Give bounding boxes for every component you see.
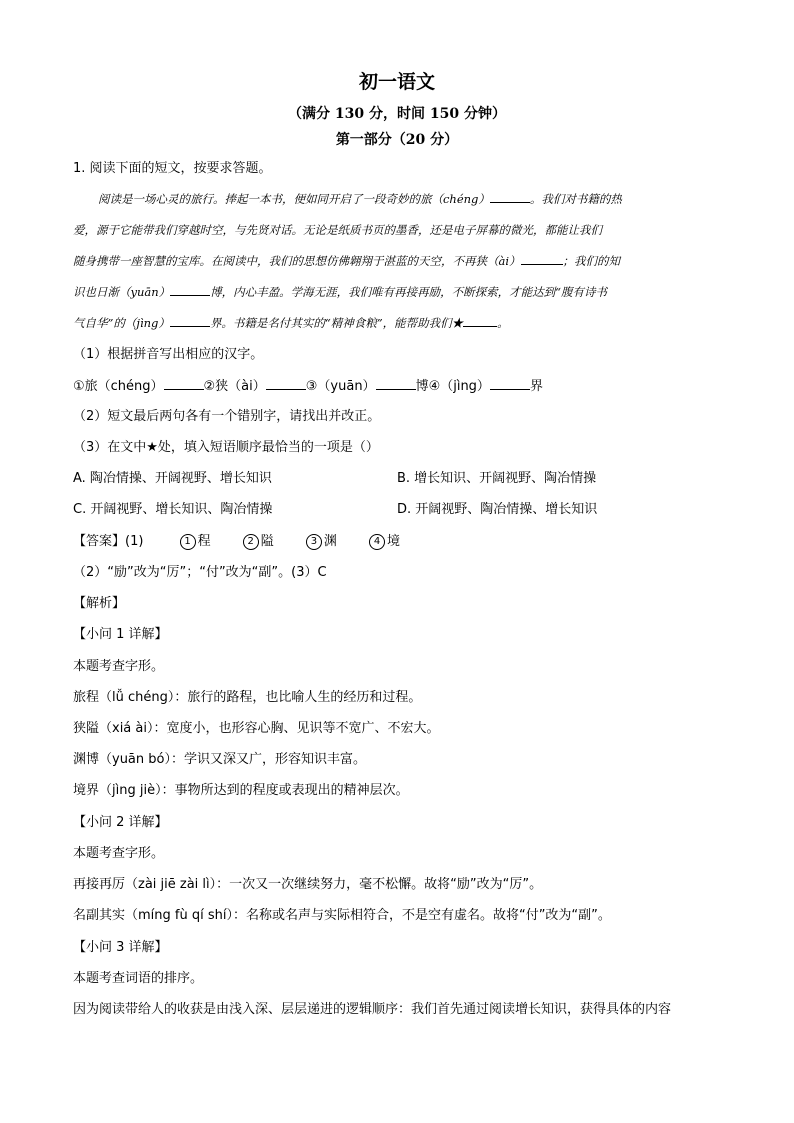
answer-blank: [376, 377, 416, 390]
analysis-label: 【解析】: [73, 596, 126, 611]
passage-line: 气自华”的（jìng） 界。书籍是名付其实的“精神食粮”，能帮助我们★ 。: [73, 316, 509, 330]
answer-blank: [463, 314, 497, 327]
option-a: A. 陶冶情操、开阔视野、增长知识: [73, 471, 272, 486]
circled-number: 3: [306, 534, 322, 550]
answer-line-2: （2）“励”改为“厉”；“付”改为“副”。(3）C: [73, 565, 327, 580]
analysis-text: 本题考查词语的排序。: [73, 971, 204, 986]
section-heading: 【小问 2 详解】: [73, 815, 168, 830]
circled-number: 1: [180, 534, 196, 550]
option-c: C. 开阔视野、增长知识、陶冶情操: [73, 502, 273, 517]
option-d: D. 开阔视野、陶冶情操、增长知识: [397, 502, 598, 517]
section-heading: 【小问 1 详解】: [73, 627, 168, 642]
part-heading: 第一部分（20 分）: [335, 132, 459, 148]
analysis-text: 狭隘（xiá ài）：宽度小，也形容心胸、见识等不宽广、不宏大。: [73, 721, 440, 736]
analysis-text: 名副其实（míng fù qí shí）：名称或名声与实际相符合，不是空有虚名。故将“付”改为“副”。: [73, 908, 611, 923]
answer-blank: [490, 190, 530, 203]
analysis-text: 旅程（lǚ chéng）：旅行的路程，也比喻人生的经历和过程。: [73, 690, 422, 705]
subquestion-1-prompt: （1）根据拼音写出相应的汉字。: [73, 347, 264, 362]
analysis-text: 本题考查字形。: [73, 846, 165, 861]
answer-label: 【答案】: [73, 534, 126, 549]
passage-line: 识也日渐（yuān） 博，内心丰盈。学海无涯，我们唯有再接再励，不断探索，才能达到“腹有诗书: [73, 285, 608, 299]
subquestion-3-prompt: （3）在文中★处，填入短语顺序最恰当的一项是（）: [73, 440, 379, 455]
answer-blank: [164, 377, 204, 390]
circled-number: 2: [243, 534, 259, 550]
question-intro: 1. 阅读下面的短文，按要求答题。: [73, 161, 272, 176]
answer-line-1: 【答案】(1) 1 程 2 隘 3 渊 4 境: [73, 534, 401, 549]
answer-blank: [170, 283, 210, 296]
analysis-text: 境界（jìng jiè）：事物所达到的程度或表现出的精神层次。: [73, 783, 409, 798]
analysis-text: 本题考查字形。: [73, 659, 165, 674]
page-title: 初一语文: [358, 71, 435, 93]
passage-line: 爱，源于它能带我们穿越时空，与先贤对话。无论是纸质书页的墨香，还是电子屏幕的微光，都能让我们: [73, 223, 602, 237]
score-time-subtitle: （满分 130 分，时间 150 分钟）: [288, 106, 506, 122]
passage-line: 随身携带一座智慧的宝库。在阅读中，我们的思想仿佛翱翔于湛蓝的天空，不再狭（ài） ；我们的知: [73, 254, 621, 268]
answer-blank: [490, 377, 530, 390]
option-b: B. 增长知识、开阔视野、陶冶情操: [397, 471, 597, 486]
answer-blank: [266, 377, 306, 390]
section-heading: 【小问 3 详解】: [73, 940, 168, 955]
answer-blank: [521, 252, 563, 265]
subquestion-1-items: ①旅（chéng） ②狭（ài） ③（yuān） 博④（jìng） 界: [73, 379, 543, 394]
analysis-text: 再接再厉（zài jiē zài lì）：一次又一次继续努力，毫不松懈。故将“励”改为“厉”。: [73, 877, 543, 892]
circled-number: 4: [369, 534, 385, 550]
analysis-text: 渊博（yuān bó）：学识又深又广，形容知识丰富。: [73, 752, 366, 767]
analysis-text: 因为阅读带给人的收获是由浅入深、层层递进的逻辑顺序：我们首先通过阅读增长知识，获得具体的内容: [73, 1002, 672, 1017]
answer-blank: [170, 314, 210, 327]
subquestion-2-prompt: （2）短文最后两句各有一个错别字，请找出并改正。: [73, 409, 381, 424]
passage-line: 阅读是一场心灵的旅行。捧起一本书，便如同开启了一段奇妙的旅（chéng） 。我们对书籍的热: [98, 192, 622, 206]
